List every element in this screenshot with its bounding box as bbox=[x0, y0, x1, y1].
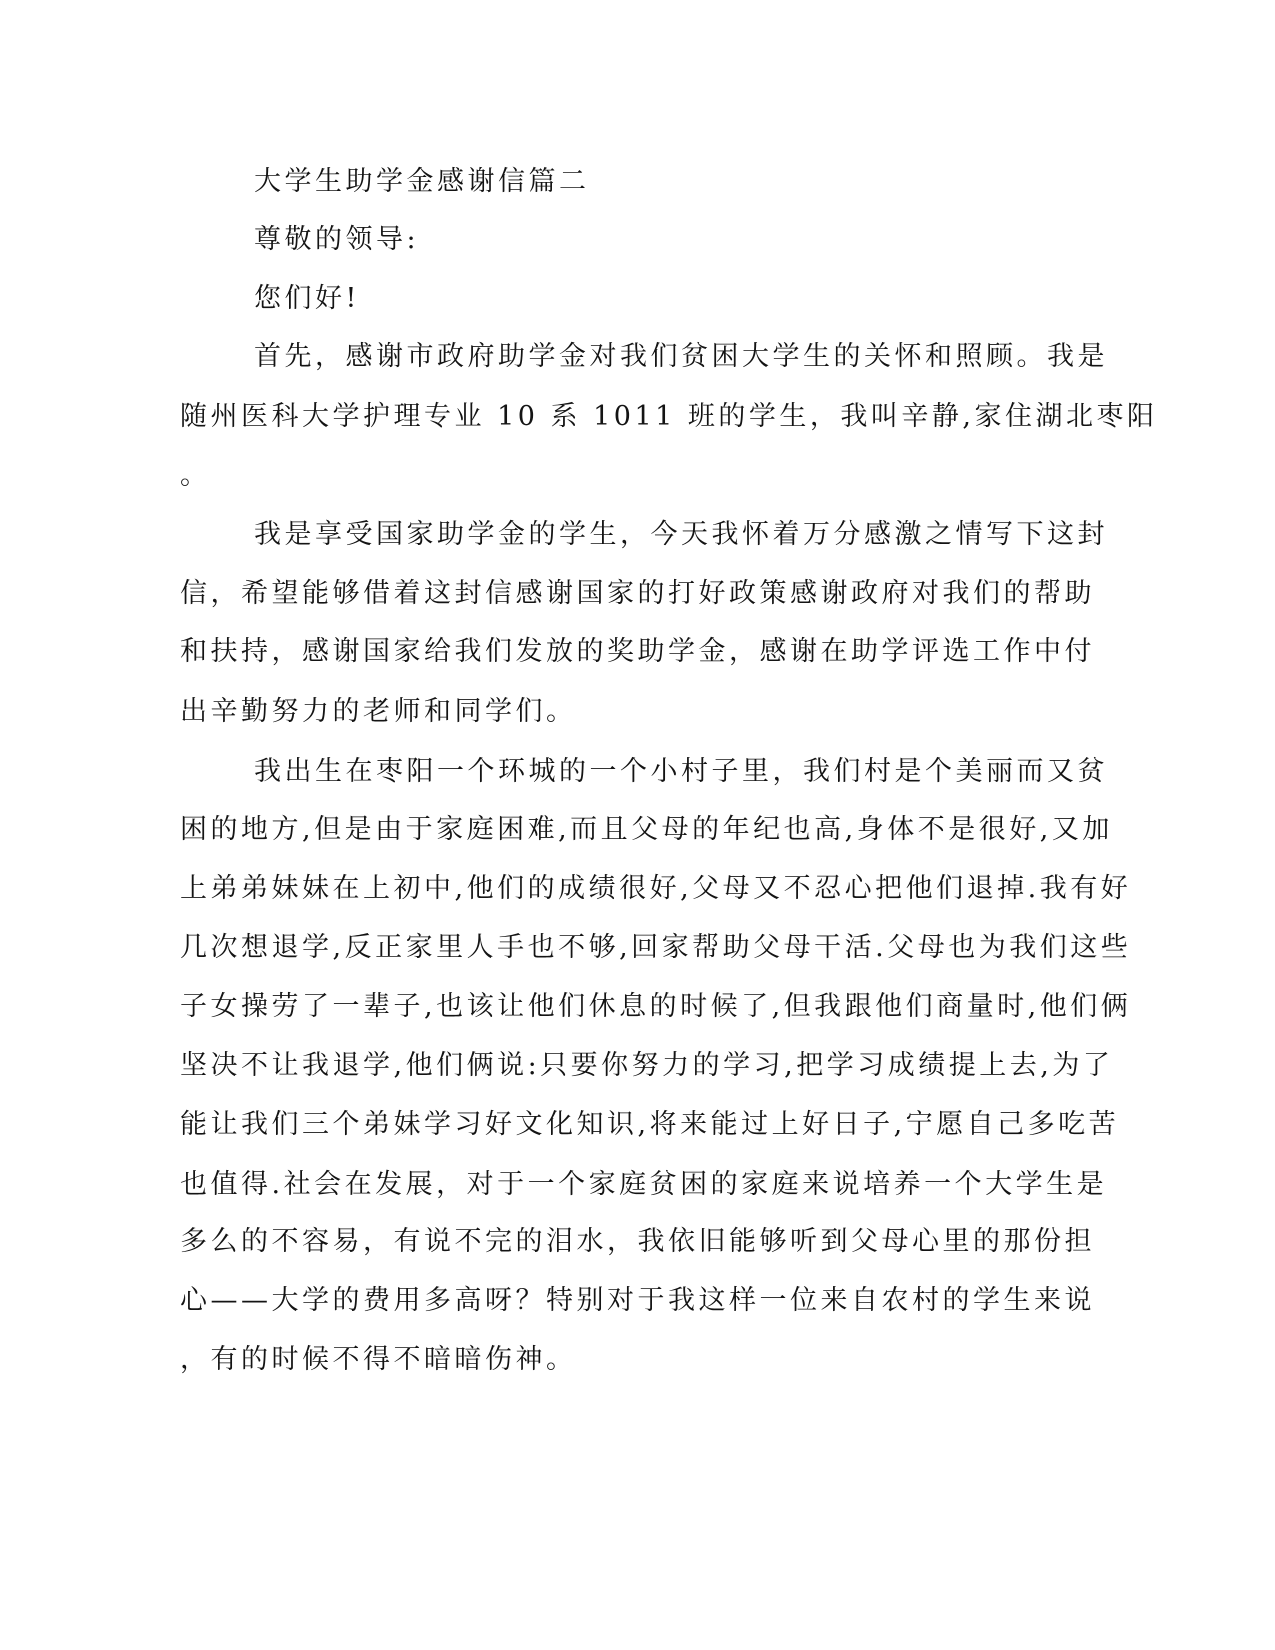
greeting: 您们好! bbox=[254, 283, 360, 314]
text-line: 能让我们三个弟妹学习好文化知识,将来能过上好日子,宁愿自己多吃苦 bbox=[180, 1109, 1120, 1140]
letter-title: 大学生助学金感谢信篇二 bbox=[254, 166, 590, 197]
text-line: 子女操劳了一辈子,也该让他们休息的时候了,但我跟他们商量时,他们俩 bbox=[180, 991, 1132, 1022]
text-line: 。 bbox=[180, 460, 211, 491]
salutation: 尊敬的领导: bbox=[254, 224, 420, 255]
text-line: 我是享受国家助学金的学生，今天我怀着万分感激之情写下这封 bbox=[254, 519, 1108, 550]
text-line: 坚决不让我退学,他们俩说:只要你努力的学习,把学习成绩提上去,为了 bbox=[180, 1050, 1114, 1081]
text-line: 上弟弟妹妹在上初中,他们的成绩很好,父母又不忍心把他们退掉.我有好 bbox=[180, 873, 1132, 904]
text-line: 心——大学的费用多高呀？特别对于我这样一位来自农村的学生来说 bbox=[180, 1285, 1095, 1316]
text-line: 信，希望能够借着这封信感谢国家的打好政策感谢政府对我们的帮助 bbox=[180, 578, 1095, 609]
text-line: 出辛勤努力的老师和同学们。 bbox=[180, 696, 577, 727]
text-line: 首先，感谢市政府助学金对我们贫困大学生的关怀和照顾。我是 bbox=[254, 341, 1108, 372]
text-line: 也值得.社会在发展，对于一个家庭贫困的家庭来说培养一个大学生是 bbox=[180, 1169, 1108, 1200]
text-line: 困的地方,但是由于家庭困难,而且父母的年纪也高,身体不是很好,又加 bbox=[180, 814, 1113, 845]
text-line: 多么的不容易，有说不完的泪水，我依旧能够听到父母心里的那份担 bbox=[180, 1226, 1095, 1257]
text-line: 几次想退学,反正家里人手也不够,回家帮助父母干活.父母也为我们这些 bbox=[180, 932, 1132, 963]
text-line: ，有的时候不得不暗暗伤神。 bbox=[180, 1344, 577, 1375]
text-line: 我出生在枣阳一个环城的一个小村子里，我们村是个美丽而又贫 bbox=[254, 756, 1108, 787]
text-line: 和扶持，感谢国家给我们发放的奖助学金，感谢在助学评选工作中付 bbox=[180, 636, 1095, 667]
text-line: 随州医科大学护理专业 10 系 1011 班的学生，我叫辛静,家住湖北枣阳 bbox=[180, 401, 1158, 432]
